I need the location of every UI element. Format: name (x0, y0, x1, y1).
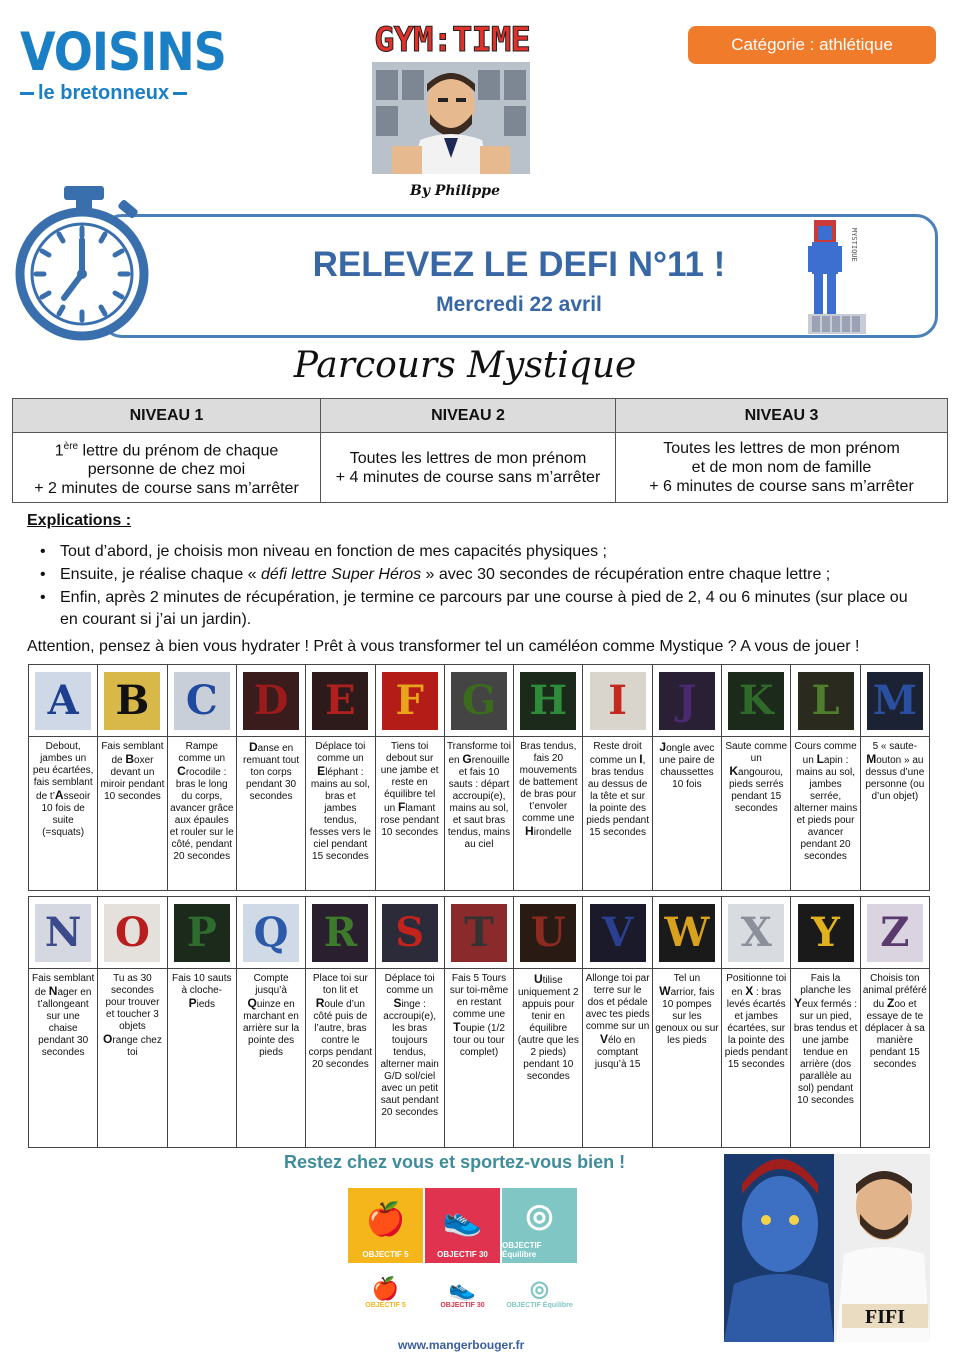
instruction-post: rocodile : bras le long du corps, avancer grâce aux épaules et rouler sur le côté, pendant 20 secondes (169, 767, 234, 862)
letter-cell-o (98, 897, 167, 1148)
instruction-key-letter: L (816, 752, 824, 766)
letter-picture (29, 665, 97, 737)
objectifs-small-row (348, 1267, 578, 1317)
instruction-pre: Rampe comme un (178, 741, 226, 764)
logo-main-text: VOISINS (20, 20, 226, 83)
superhero-letter-k-icon: K (728, 672, 784, 730)
letter-picture (445, 897, 513, 969)
stones-small-icon: ◎ (529, 1275, 550, 1301)
letter-cell-b (98, 665, 167, 891)
instruction-key-letter: I (639, 752, 643, 766)
mystique-pixel-icon (808, 220, 866, 334)
instruction-post: léphant : mains au sol, bras et jambes tendus, fesses vers le ciel pendant 15 secondes (309, 767, 371, 862)
superhero-letter-n-icon: N (35, 904, 91, 962)
letter-cell-p (168, 897, 237, 1148)
letter-instruction (98, 737, 166, 890)
niveau-table (12, 398, 948, 503)
instruction-post: élo en comptant jusqu’à 15 (594, 1035, 641, 1070)
superhero-letter-j-icon: J (659, 672, 715, 730)
instruction-post: uinze en marchant en arrière sur la pointe des pieds (243, 999, 300, 1058)
instruction-pre: Allonge toi par terre sur le dos et pédale avec tes pieds comme sur un (585, 973, 650, 1032)
instruction-key-letter: G (462, 752, 472, 766)
letter-cell-v (583, 897, 652, 1148)
superhero-letter-p-icon: P (174, 904, 230, 962)
objectif-30-small (425, 1267, 500, 1317)
superhero-letter-u-icon: U (520, 904, 576, 962)
instruction-post: ongle avec une paire de chaussettes 10 fois (659, 743, 715, 790)
n1-line1-pre: 1 (54, 442, 64, 460)
objectif-5-label: OBJECTIF 5 (362, 1250, 409, 1259)
letter-picture (583, 665, 651, 737)
letter-cell-r (306, 897, 375, 1148)
instruction-key-letter: Y (794, 996, 803, 1010)
objectif-equilibre-small-label: OBJECTIF Équilibre (506, 1301, 573, 1309)
letter-picture (861, 665, 929, 737)
instruction-pre: Fais la planche les (800, 973, 851, 996)
letter-instruction (861, 969, 929, 1147)
letter-picture (29, 897, 97, 969)
objectifs-tiles (348, 1188, 578, 1263)
instruction-key-letter: T (453, 1020, 461, 1034)
letter-instruction (514, 737, 582, 890)
letter-instruction (29, 969, 97, 1147)
objectif-30-tile (425, 1188, 500, 1263)
explications-title: Explications : (27, 512, 132, 529)
letter-instruction (653, 969, 721, 1147)
instruction-key-letter: A (54, 788, 64, 802)
letter-picture (168, 665, 236, 737)
letter-cell-l (791, 665, 860, 891)
letter-cell-i (583, 665, 652, 891)
superhero-letter-x-icon: X (728, 904, 784, 962)
instruction-key-letter: P (188, 996, 197, 1010)
superhero-letter-v-icon: V (590, 904, 646, 962)
letter-cell-w (653, 897, 722, 1148)
instruction-key-letter: N (48, 984, 58, 998)
instruction-post: renouille et fais 10 sauts : départ accroupi(e), mains au sol, et saut bras tendus, mains au ciel (447, 755, 511, 850)
attention-note: Attention, pensez à bien vous hydrater ! Prêt à vous transformer tel un caméléon comme Mystique ? A vous de jouer ! (27, 638, 860, 655)
instruction-key-letter: Z (887, 996, 895, 1010)
instruction-pre: Déplace toi comme un (315, 741, 366, 764)
instruction-pre: Compte jusqu’à (253, 973, 289, 996)
objectif-30-small-label: OBJECTIF 30 (440, 1301, 485, 1309)
letter-instruction (514, 969, 582, 1147)
letter-picture (237, 897, 305, 969)
n1-line3: + 2 minutes de course sans m’arrêter (34, 480, 299, 498)
n2-line1: Toutes les lettres de mon prénom (349, 449, 587, 467)
letter-cell-q (237, 897, 306, 1148)
stones-icon: ◎ (525, 1196, 554, 1233)
explications-list (40, 541, 910, 632)
letter-cell-t (445, 897, 514, 1148)
n2-line2: + 4 minutes de course sans m’arrêter (335, 468, 601, 486)
instruction-pre: 5 « saute- (872, 741, 918, 752)
letter-picture (653, 897, 721, 969)
niveau-content-row (13, 433, 948, 503)
coach-avatar-illustration (372, 62, 530, 174)
instruction-post: ieds (196, 999, 215, 1010)
letter-cell-a (29, 665, 98, 891)
letter-instruction (168, 969, 236, 1147)
letter-cell-f (376, 665, 445, 891)
gym-time-logo (372, 20, 532, 175)
instruction-pre: Reste droit comme un (589, 741, 642, 766)
explication-bullet-1: • Tout d’abord, je choisis mon niveau en fonction de mes capacités physiques ; (40, 541, 910, 563)
letter-picture (376, 665, 444, 737)
instruction-post: oule d’un côté puis de l’autre, bras contre le corps pendant 20 secondes (308, 999, 373, 1070)
letter-cell-x (722, 897, 791, 1148)
letter-instruction (376, 969, 444, 1147)
instruction-pre: Tel un (673, 973, 701, 984)
by-philippe: By Philippe (410, 183, 500, 199)
defi-date: Mercredi 22 avril (436, 293, 602, 316)
coach-avatar-image (372, 62, 530, 174)
instruction-key-letter: U (533, 972, 543, 986)
instruction-pre: Déplace toi comme un (384, 973, 435, 996)
letter-instruction (791, 737, 859, 890)
instruction-key-letter: C (177, 764, 186, 778)
instruction-pre: Tu as 30 secondes pour trouver et toucher 3 objets (105, 973, 160, 1032)
letter-instruction (168, 737, 236, 890)
objectifs-block (348, 1188, 578, 1317)
letter-instruction (376, 737, 444, 890)
letter-instruction (98, 969, 166, 1147)
instruction-post: tilise uniquement 2 appuis pour tenir en équilibre (autre que les 2 pieds) pendant 10 secondes (517, 975, 579, 1082)
letter-picture (514, 897, 582, 969)
objectif-5-tile (348, 1188, 423, 1263)
instruction-pre: Fais semblant de (101, 741, 164, 766)
objectif-equilibre-label: OBJECTIF Équilibre (502, 1241, 542, 1259)
restez-slogan: Restez chez vous et sportez-vous bien ! (284, 1152, 626, 1172)
letter-picture (98, 665, 166, 737)
voisins-logo (20, 20, 226, 105)
logo-dash-left (20, 92, 34, 95)
superhero-letter-h-icon: H (520, 672, 576, 730)
sneaker-small-icon: 👟 (448, 1275, 477, 1301)
superhero-letter-o-icon: O (104, 904, 160, 962)
letter-instruction (237, 969, 305, 1147)
stopwatch-icon (14, 182, 154, 342)
superhero-letter-g-icon: G (451, 672, 507, 730)
instruction-key-letter: V (599, 1032, 608, 1046)
letter-picture (722, 665, 790, 737)
logo-sub (20, 82, 200, 105)
instruction-post: angourou, pieds serrés pendant 15 secondes (728, 767, 784, 814)
instruction-pre: Positionne toi en (726, 973, 787, 998)
b2-em: défi lettre Super Héros (261, 566, 422, 583)
superhero-letter-z-icon: Z (867, 904, 923, 962)
n1-line1-sup: ère (63, 441, 79, 452)
letter-instruction (861, 737, 929, 890)
instruction-key-letter: Q (247, 996, 257, 1010)
instruction-pre: Fais 5 Tours sur toi-même en restant comme une (449, 973, 509, 1020)
explication-bullet-2 (40, 564, 910, 586)
website-link[interactable]: www.mangerbouger.fr (398, 1338, 525, 1352)
instruction-key-letter: S (393, 996, 402, 1010)
mystique-and-coach-photo (724, 1154, 930, 1342)
instruction-key-letter: R (315, 996, 325, 1010)
letter-instruction (306, 969, 374, 1147)
objectif-equilibre-tile (502, 1188, 577, 1263)
instruction-post: anse en remuant tout ton corps pendant 30 secondes (242, 743, 300, 802)
instruction-post: oo et essaye de te déplacer à sa manière pendant 15 secondes (864, 999, 925, 1070)
instruction-pre: Tiens toi debout sur une jambe et reste en équilibre tel un (380, 741, 439, 814)
n3-line2: et de mon nom de famille (691, 459, 872, 477)
n1-line1-post: lettre du prénom de chaque (78, 442, 279, 460)
instruction-post: sseoir 10 fois de suite (=squats) (41, 791, 91, 838)
instruction-post: arrior, fais 10 pompes sur les genoux ou sur les pieds (655, 987, 719, 1046)
letter-picture (583, 897, 651, 969)
letter-instruction (29, 737, 97, 890)
apple-small-icon: 🍎 (371, 1275, 400, 1301)
letter-picture (168, 897, 236, 969)
superhero-letter-c-icon: C (174, 672, 230, 730)
instruction-pre: Fais 10 sauts à cloche- (172, 973, 232, 996)
letter-cell-z (861, 897, 930, 1148)
letter-cell-y (791, 897, 860, 1148)
instruction-key-letter: D (248, 740, 258, 754)
instruction-key-letter: F (397, 800, 406, 814)
instruction-post: outon » au dessus d’une personne (ou d’un objet) (865, 755, 925, 802)
letter-picture (791, 665, 859, 737)
letter-cell-n (29, 897, 98, 1148)
instruction-key-letter: B (125, 752, 135, 766)
superhero-letter-l-icon: L (798, 672, 854, 730)
explication-bullet-3: • Enfin, après 2 minutes de récupération, je termine ce parcours par une course à pied de 2, 4 ou 6 minutes (sur place ou en courant si j’ai un jardin). (40, 587, 910, 631)
superhero-letter-a-icon: A (35, 672, 91, 730)
letter-picture (445, 665, 513, 737)
letter-cell-u (514, 897, 583, 1148)
niveau-1-content (13, 433, 321, 503)
niveau-1-header: NIVEAU 1 (13, 399, 321, 433)
superhero-letter-e-icon: E (312, 672, 368, 730)
superhero-letter-d-icon: D (243, 672, 299, 730)
instruction-key-letter: H (525, 824, 534, 838)
n3-line1: Toutes les lettres de mon prénom (663, 440, 900, 458)
instruction-post: ager en t’allongeant sur une chaise pendant 30 secondes (37, 987, 92, 1058)
instruction-key-letter: J (659, 740, 667, 754)
letter-instruction (722, 737, 790, 890)
instruction-key-letter: O (103, 1032, 113, 1046)
letter-picture (514, 665, 582, 737)
letter-cell-h (514, 665, 583, 891)
instruction-post: oupie (1/2 tour ou tour complet) (453, 1023, 505, 1058)
instruction-pre: Bras tendus, fais 20 mouvements de battement de bras pour t’envoler comme une (519, 741, 578, 824)
n1-line2: personne de chez moi (87, 461, 246, 479)
instruction-post: oxer devant un miroir pendant 10 secondes (100, 755, 165, 802)
superhero-letter-y-icon: Y (798, 904, 854, 962)
superhero-letter-b-icon: B (104, 672, 160, 730)
letter-instruction (445, 737, 513, 890)
instruction-pre: Choisis ton animal préféré du (862, 973, 927, 1010)
letter-cell-k (722, 665, 791, 891)
instruction-key-letter: K (729, 764, 739, 778)
instruction-post: , bras tendus au dessus de la tête et sur la pointe des pieds pendant 15 secondes (586, 755, 650, 838)
letter-cell-c (168, 665, 237, 891)
instruction-post: inge : accroupi(e), les bras toujours tendus, alterner main G/D sol/ciel avec un petit saut pendant 20 secondes (380, 999, 439, 1118)
letter-picture (306, 665, 374, 737)
objectif-30-label: OBJECTIF 30 (437, 1250, 488, 1259)
letter-instruction (583, 737, 651, 890)
superhero-letter-s-icon: S (382, 904, 438, 962)
parcours-title: Parcours Mystique (293, 345, 637, 386)
niveau-header-row (13, 399, 948, 433)
letter-picture (861, 897, 929, 969)
superhero-letter-m-icon: M (867, 672, 923, 730)
letter-picture (306, 897, 374, 969)
instruction-pre: Cours comme un (794, 741, 857, 766)
letter-instruction (237, 737, 305, 890)
superhero-letter-w-icon: W (659, 904, 715, 962)
fifi-sign: FIFI (865, 1306, 905, 1328)
mystique-label: MYSTIQUE (850, 228, 858, 262)
letter-picture (237, 665, 305, 737)
niveau-2-header: NIVEAU 2 (321, 399, 616, 433)
letter-cell-m (861, 665, 930, 891)
letter-picture (653, 665, 721, 737)
instruction-pre: Saute comme un (725, 741, 788, 764)
superhero-letter-t-icon: T (451, 904, 507, 962)
logo-sub-text: le bretonneux (38, 82, 170, 104)
instruction-post: irondelle (533, 827, 572, 838)
b2-pre: Ensuite, je réalise chaque « (60, 566, 262, 583)
letter-cell-g (445, 665, 514, 891)
letter-cell-s (376, 897, 445, 1148)
niveau-3-header: NIVEAU 3 (616, 399, 948, 433)
defi-title: RELEVEZ LE DEFI N°11 ! (312, 245, 726, 284)
logo-dash-right (173, 92, 187, 95)
objectif-5-small (348, 1267, 423, 1317)
letter-cell-j (653, 665, 722, 891)
objectif-5-small-label: OBJECTIF 5 (365, 1301, 406, 1309)
niveau-2-content (321, 433, 616, 503)
instruction-key-letter: E (317, 764, 326, 778)
instruction-post: eux fermés : sur un pied, bras tendus et une jambe tendue en arrière (dos parallèle au sol) pendant 10 secondes (793, 999, 858, 1106)
category-badge: Catégorie : athlétique (688, 26, 936, 64)
instruction-pre: Fais semblant de (32, 973, 95, 998)
letter-instruction (306, 737, 374, 890)
letter-instruction (653, 737, 721, 890)
superhero-letter-q-icon: Q (243, 904, 299, 962)
instruction-post: : bras levés écartés et jambes écartées, sur la pointe des pieds pendant 15 secondes (724, 987, 788, 1070)
letters-grid-a-m (28, 664, 930, 891)
instruction-key-letter: X (745, 984, 754, 998)
instruction-pre: Place toi sur ton lit et (312, 973, 368, 996)
instruction-key-letter: M (866, 752, 877, 766)
letter-instruction (791, 969, 859, 1147)
superhero-letter-f-icon: F (382, 672, 438, 730)
superhero-letter-r-icon: R (312, 904, 368, 962)
sneaker-icon: 👟 (442, 1201, 483, 1237)
letter-instruction (722, 969, 790, 1147)
instruction-post: range chez toi (112, 1035, 162, 1058)
apple-icon: 🍎 (365, 1201, 406, 1237)
letter-picture (791, 897, 859, 969)
instruction-pre: Debout, jambes un peu écartées, fais semblant de t’ (32, 741, 94, 802)
b2-post: » avec 30 secondes de récupération entre chaque lettre ; (421, 566, 831, 583)
letter-picture (722, 897, 790, 969)
duo-photo-illustration (724, 1154, 930, 1342)
letter-cell-d (237, 665, 306, 891)
niveau-3-content (616, 433, 948, 503)
letter-picture (98, 897, 166, 969)
instruction-post: apin : mains au sol, jambes serrée, alterner mains et pieds pour avancer pendant 20 secondes (793, 755, 858, 862)
letter-cell-e (306, 665, 375, 891)
letters-grid-n-z (28, 896, 930, 1148)
superhero-letter-i-icon: I (590, 672, 646, 730)
n3-line3: + 6 minutes de course sans m’arrêter (649, 478, 914, 496)
instruction-key-letter: W (659, 984, 671, 998)
objectif-equilibre-small (502, 1267, 577, 1317)
instruction-post: lamant rose pendant 10 secondes (380, 803, 439, 838)
instruction-pre: Transforme toi en (446, 741, 512, 766)
gym-time-title: GYM:TIME (374, 20, 530, 60)
letter-picture (376, 897, 444, 969)
letter-instruction (583, 969, 651, 1147)
letter-instruction (445, 969, 513, 1147)
